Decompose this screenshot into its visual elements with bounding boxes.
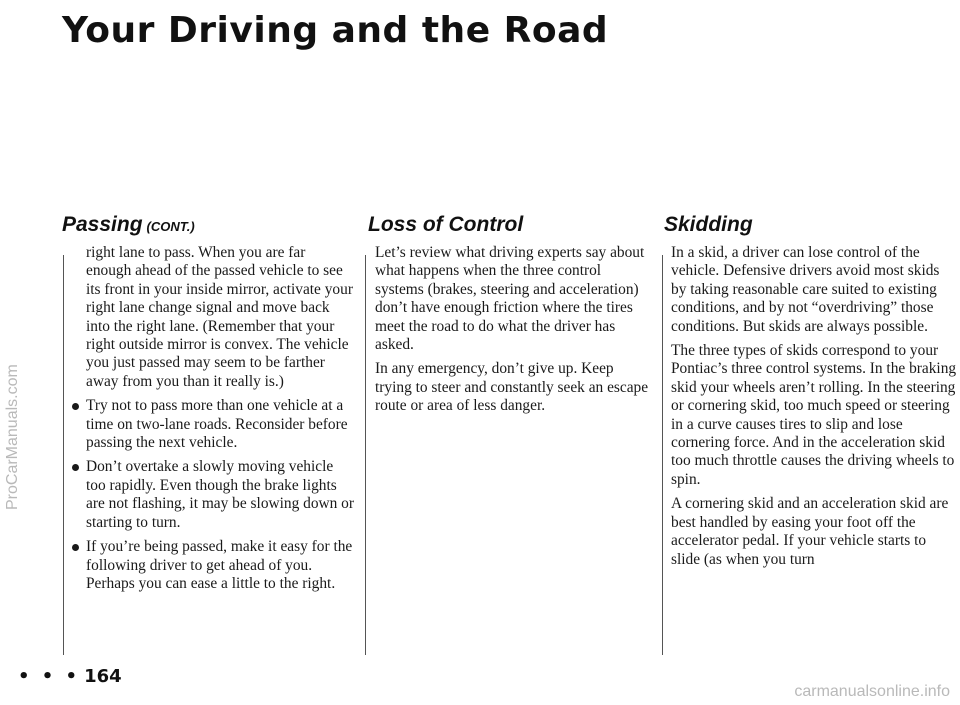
passing-bullet-text: Don’t overtake a slowly moving vehicle too rapidly. Even though the brake lights are not flashing, it may be slowing down or starting to turn. <box>86 458 355 531</box>
loss-of-control-paragraph: In any emergency, don’t give up. Keep trying to steer and constantly seek an escape route or area of less danger. <box>375 360 649 415</box>
skidding-paragraph: A cornering skid and an acceleration skid are best handled by easing your foot off the accelerator pedal. If your vehicle starts to slide (as when you turn <box>671 495 949 568</box>
page-number: 164 <box>84 666 122 687</box>
skidding-column <box>671 244 957 575</box>
passing-column <box>72 244 354 599</box>
passing-heading <box>62 213 195 237</box>
passing-bullet-item <box>72 458 354 532</box>
passing-column-rule <box>63 255 64 655</box>
bullet-dot-icon <box>72 544 79 551</box>
side-watermark: ProCarManuals.com <box>4 364 21 510</box>
passing-lead-paragraph: right lane to pass. When you are far enough ahead of the passed vehicle to see its front in your inside mirror, activate your right lane change signal and move back into the right lane. (Remember that your right outside mirror is convex. The vehicle you just passed may seem to be farther away from you than it really is.) <box>86 244 353 390</box>
chapter-title: Your Driving and the Road <box>62 10 609 51</box>
loss-of-control-column <box>375 244 650 422</box>
passing-heading-text: Passing <box>62 213 143 236</box>
skidding-column-rule <box>662 255 663 655</box>
bullet-dot-icon <box>72 464 79 471</box>
footer-dots: • • • <box>18 666 81 687</box>
passing-bullet-item <box>72 538 354 593</box>
skidding-heading: Skidding <box>664 213 753 236</box>
passing-bullet-text: If you’re being passed, make it easy for the following driver to get ahead of you. Perhaps you can ease a little to the right. <box>86 538 353 592</box>
passing-bullet-list <box>72 397 354 593</box>
loss-of-control-column-rule <box>365 255 366 655</box>
loss-of-control-paragraph: Let’s review what driving experts say about what happens when the three control systems (brakes, steering and acceleration) don’t have enough friction where the tires meet the road to do what the driver has asked. <box>375 244 645 354</box>
passing-bullet-text: Try not to pass more than one vehicle at a time on two-lane roads. Reconsider before passing the next vehicle. <box>86 397 348 452</box>
bottom-watermark: carmanualsonline.info <box>794 683 950 700</box>
skidding-paragraph: In a skid, a driver can lose control of the vehicle. Defensive drivers avoid most skids by taking reasonable care suited to existing conditions, and by not “overdriving” those conditions. But skids are always possible. <box>671 244 940 335</box>
skidding-paragraph: The three types of skids correspond to your Pontiac’s three control systems. In the braking skid your wheels aren’t rolling. In the steering or cornering skid, too much speed or steering in a curve causes tires to slip and lose cornering force. And in the acceleration skid too much throttle causes the driving wheels to spin. <box>671 342 957 488</box>
bullet-dot-icon <box>72 403 79 410</box>
loss-of-control-heading: Loss of Control <box>368 213 524 236</box>
page-footer <box>18 666 122 687</box>
passing-bullet-item <box>72 397 354 452</box>
passing-heading-suffix: (CONT.) <box>146 219 195 234</box>
